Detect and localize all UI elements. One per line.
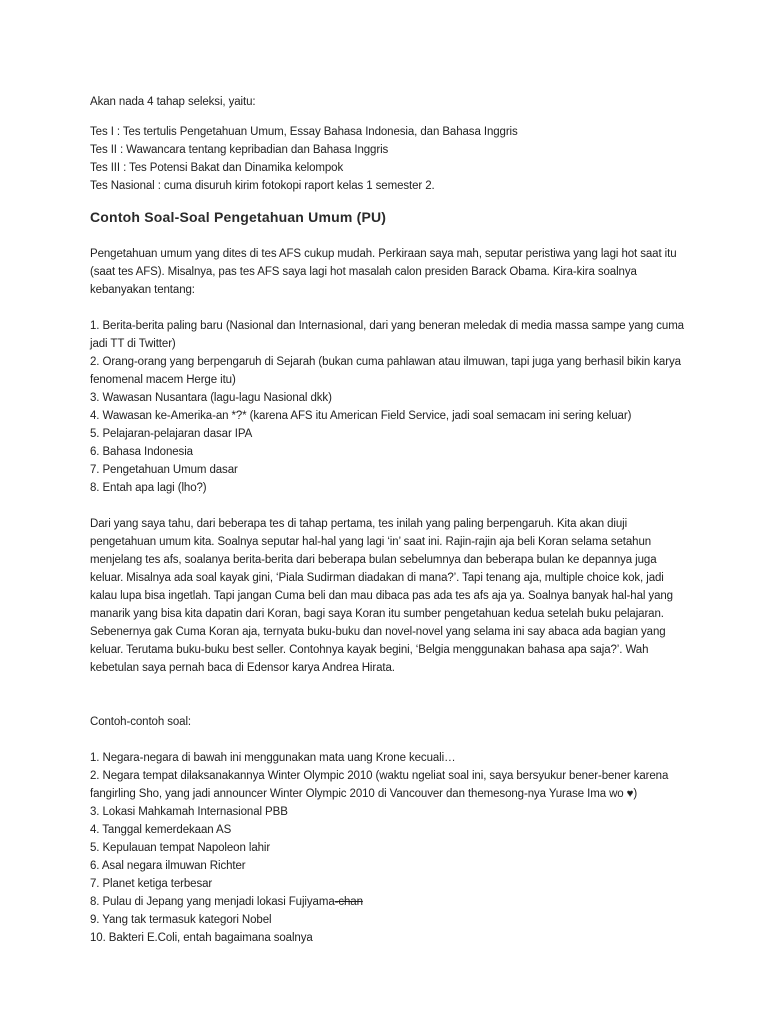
document-page <box>90 93 690 947</box>
test-item: Tes II : Wawancara tentang kepribadian dan Bahasa Inggris <box>90 144 389 156</box>
list-item: 2. Orang-orang yang berpengaruh di Sejarah (bukan cuma pahlawan atau ilmuwan, tapi juga yang berhasil bikin karya fenomenal macem Herge itu) <box>90 356 681 386</box>
test-item: Tes I : Tes tertulis Pengetahuan Umum, Essay Bahasa Indonesia, dan Bahasa Inggris <box>90 126 518 138</box>
example-list <box>90 749 690 947</box>
list-item: 3. Lokasi Mahkamah Internasional PBB <box>90 806 288 818</box>
list-item: 2. Negara tempat dilaksanakannya Winter Olympic 2010 (waktu ngeliat soal ini, saya bersyukur bener-bener karena fangirling Sho, yang jadi announcer Winter Olympic 2010 di Vancouver dan themesong-nya Yurase Ima wo ♥) <box>90 770 669 800</box>
topic-list <box>90 317 690 497</box>
list-item: 6. Bahasa Indonesia <box>90 446 193 458</box>
intro-text: Akan nada 4 tahap seleksi, yaitu: <box>90 96 256 108</box>
paragraph-intro: Pengetahuan umum yang dites di tes AFS cukup mudah. Perkiraan saya mah, seputar peristiwa yang lagi hot saat itu (saat tes AFS). Misalnya, pas tes AFS saya lagi hot masalah calon presiden Barack Obama. Kira-kira soalnya kebanyakan tentang: <box>90 248 677 296</box>
list-item: 5. Pelajaran-pelajaran dasar IPA <box>90 428 253 440</box>
list-item-text: 8. Pulau di Jepang yang menjadi lokasi Fujiyama <box>90 896 335 908</box>
list-item: 4. Wawasan ke-Amerika-an *?* (karena AFS itu American Field Service, jadi soal semacam ini sering keluar) <box>90 410 632 422</box>
section-heading: Contoh Soal-Soal Pengetahuan Umum (PU) <box>90 209 387 225</box>
list-item <box>90 893 690 911</box>
list-item: 1. Negara-negara di bawah ini menggunakan mata uang Krone kecuali… <box>90 752 456 764</box>
list-item: 8. Entah apa lagi (lho?) <box>90 482 207 494</box>
list-item: 4. Tanggal kemerdekaan AS <box>90 824 232 836</box>
test-list <box>90 123 690 195</box>
test-item: Tes III : Tes Potensi Bakat dan Dinamika kelompok <box>90 162 344 174</box>
list-item: 3. Wawasan Nusantara (lagu-lagu Nasional dkk) <box>90 392 332 404</box>
strikethrough-text: -chan <box>334 896 363 908</box>
list-item: 1. Berita-berita paling baru (Nasional dan Internasional, dari yang beneran meledak di media massa sampe yang cuma jadi TT di Twitter) <box>90 320 684 350</box>
list-item: 7. Planet ketiga terbesar <box>90 878 213 890</box>
list-item: 5. Kepulauan tempat Napoleon lahir <box>90 842 271 854</box>
list-item: 9. Yang tak termasuk kategori Nobel <box>90 914 272 926</box>
examples-heading: Contoh-contoh soal: <box>90 716 192 728</box>
list-item: 6. Asal negara ilmuwan Richter <box>90 860 246 872</box>
list-item: 10. Bakteri E.Coli, entah bagaimana soalnya <box>90 932 313 944</box>
paragraph-body: Dari yang saya tahu, dari beberapa tes di tahap pertama, tes inilah yang paling berpengaruh. Kita akan diuji pengetahuan umum kita. Soalnya seputar hal-hal yang lagi ‘in’ saat ini. Rajin-rajin aja beli Koran selama setahun menjelang tes afs, soalanya berita-berita dari beberapa bulan sebelumnya dan beberapa bulan ke depannya juga keluar. Misalnya ada soal kayak gini, ‘Piala Sudirman diadakan di mana?’. Tapi tenang aja, multiple choice kok, jadi kalau lupa bisa ingetlah. Tapi jangan Cuma beli dan mau dibaca pas ada tes afs aja ya. Soalnya banyak hal-hal yang manarik yang bisa kita dapatin dari Koran, bagi saya Koran itu sumber pengetahuan kedua setelah buku pelajaran. Sebenernya gak Cuma Koran aja, ternyata buku-buku dan novel-novel yang selama ini say abaca ada bagian yang keluar. Terutama buku-buku best seller. Contohnya kayak begini, ‘Belgia menggunakan bahasa apa saja?’. Wah kebetulan saya pernah baca di Edensor karya Andrea Hirata. <box>90 518 673 674</box>
list-item: 7. Pengetahuan Umum dasar <box>90 464 238 476</box>
test-item: Tes Nasional : cuma disuruh kirim fotokopi raport kelas 1 semester 2. <box>90 180 435 192</box>
